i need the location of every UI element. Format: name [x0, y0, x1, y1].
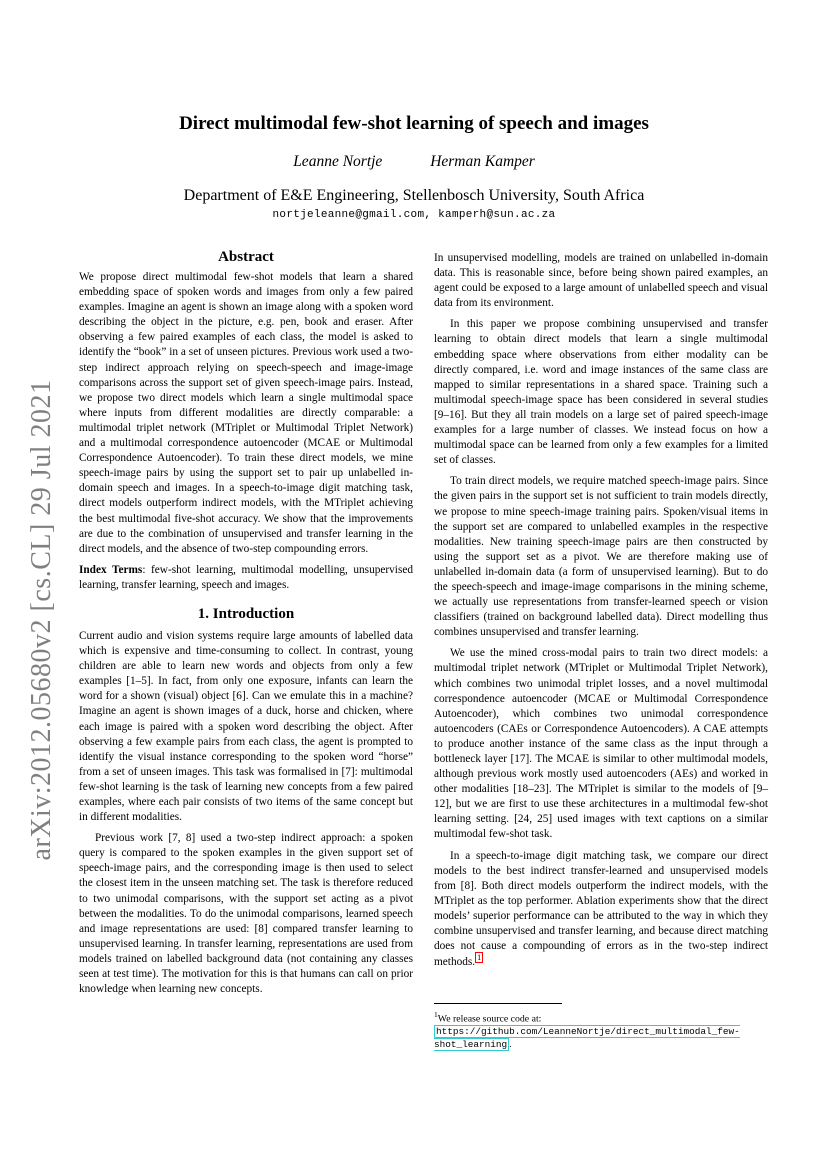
affiliation: Department of E&E Engineering, Stellenbosch University, South Africa — [183, 187, 645, 204]
right-paragraph-1: In unsupervised modelling, models are trained on unlabelled in-domain data. This is reasonable since, before being shown paired examples, an agent could be exposed to a large amount of unlabelled speech and visual data from its environment. — [434, 252, 768, 310]
intro-paragraph-1: Current audio and vision systems require large amounts of labelled data which is expensive and time-consuming to collect. In contrast, young children are able to learn new words and objects from only a few examples [1–5]. In fact, from only one exposure, infants can learn the word for a shown (visual) object [6]. Can we emulate this in a machine? Imagine an agent is shown images of a duck, horse and chicken, where each image is paired with a spoken word describing the object. After observing a few example pairs from each class, the agent is prompted to identify the visual instance corresponding to the spoken word “horse” from a set of unseen images. This task was formalised in [7]: multimodal few-shot learning is the task of learning new concepts from a few paired examples, where each pair consists of two items of the same concept but in different modalities. — [79, 629, 413, 824]
right-paragraph-4: We use the mined cross-modal pairs to train two direct models: a multimodal triplet network (MTriplet or Multimodal Triplet Network), which combines two unimodal triplet losses, and a novel multimodal correspondence autoencoder (MCAE or Multimodal Correspondence Autoencoder), which combines two unimodal correspondence autoencoders (CAEs or Correspondence Autoencoders). A CAE attempts to produce another instance of the same class as the input through a bottleneck layer [17]. The MCAE is similar to other multimodal models, although previous work mostly used autoencoders (AEs) and worked in other modalities [18–23]. The MTriplet is similar to the models of [9–12], but we are first to use these architectures in a multimodal few-shot learning setting. [24, 25] used images with text captions on a similar multimodal few-shot task. — [434, 647, 768, 841]
arxiv-identifier: arXiv:2012.05680v2 [cs.CL] 29 Jul 2021 — [26, 379, 57, 861]
footnote-end: . — [509, 1039, 512, 1051]
left-column — [79, 246, 413, 1003]
index-terms-label: Index Terms — [79, 563, 143, 576]
source-code-link[interactable]: https://github.com/LeanneNortje/direct_multimodal_few-shot_learning — [434, 1026, 740, 1051]
footnote — [434, 1008, 768, 1051]
index-terms — [79, 563, 413, 593]
abstract-text: We propose direct multimodal few-shot models that learn a shared embedding space of spoken words and images from only a few paired examples. Imagine an agent is shown an image along with a spoken word describing the object in the picture, e.g. pen, book and eraser. After observing a few paired examples of each class, the model is asked to identify the “book” in a set of unseen pictures. Previous work used a two-step indirect approach relying on speech-speech and image-image comparisons across the support set of given speech-image pairs. Instead, we propose two direct models which learn a single multimodal space where inputs from different modalities are directly comparable: a multimodal triplet network (MTriplet or Multimodal Triplet Network) and a multimodal correspondence autoencoder (MCAE or Multimodal Correspondence Autoencoder). To train these direct models, we mine speech-image pairs by using the support set to pair up unlabelled in-domain speech and images. In a speech-to-image digit matching task, direct models outperform indirect models, with the MTriplet achieving the best multimodal five-shot accuracy. We show that the improvements are due to the combination of unsupervised and transfer learning in the direct models, and the absence of two-step compounding errors. — [79, 271, 413, 555]
paragraph-5-text: In a speech-to-image digit matching task, we compare our direct models to the best indirect transfer-learned and unsupervised models from [8]. Both direct models outperform the indirect models, with the MTriplet as the top performer. Ablation experiments show that the direct models’ superior performance can be attributed to the way in which they combine unsupervised and transfer learning, and because direct matching does not cause a compounding of errors as in the two-step indirect methods. — [434, 849, 768, 968]
footnote-marker[interactable]: 1 — [477, 953, 482, 963]
introduction-heading: 1. Introduction — [197, 605, 295, 622]
paper-title: Direct multimodal few-shot learning of speech and images — [179, 113, 649, 134]
abstract-heading: Abstract — [218, 249, 274, 265]
intro-paragraph-2: Previous work [7, 8] used a two-step indirect approach: a spoken query is compared to the spoken examples in the given support set of speech-image pairs, and the corresponding image is then used to select the closest item in the unseen matching set. The task is therefore reduced to two unimodal comparisons, with the support set acting as a pivot between the modalities. To do the unimodal comparisons, learned speech and image representations are used: [8] compared transfer learning to unsupervised learning. In transfer learning, representations are used from models trained on labelled background data (not containing any classes seen at test time). The motivation for this is that humans can call on prior knowledge when learning new concepts. — [79, 832, 413, 996]
right-column — [434, 251, 768, 976]
footnote-divider — [434, 1003, 562, 1004]
author-name: Leanne Nortje — [293, 153, 383, 170]
right-paragraph-3: To train direct models, we require matched speech-image pairs. Since the given pairs in the support set is not sufficient to train models directly, we propose to mine speech-image training pairs. Spoken/visual items in the support set are compared to unlabelled examples in the respective modalities. New training speech-image pairs are then constructed by using the support set as a pivot. We are therefore making use of unlabelled in-domain data (a form of unsupervised learning). But to do the speech-speech and image-image comparisons in the mining scheme, we actually use representations from transfer-learned speech or vision classifiers (trained on background labelled data). Direct modelling thus combines unsupervised and transfer learning. — [434, 475, 768, 639]
arxiv-stamp — [22, 370, 62, 870]
footnote-text: We release source code at: — [437, 1013, 542, 1025]
author-list — [0, 153, 828, 171]
right-paragraph-2: In this paper we propose combining unsupervised and transfer learning to obtain direct models that learn a single multimodal embedding space where observations from either modality can be directly compared, i.e. word and image instances of the same class are mapped to similar representations in a shared space. Training such a multimodal speech-image space has been considered in several studies [9–16]. But they all train models on a large set of paired speech-image examples for a large number of classes. We instead focus on how a multimodal space can be learned from only a few examples for a limited set of classes. — [434, 318, 768, 467]
footnote-number: 1 — [434, 1010, 438, 1019]
index-terms-text: : few-shot learning, multimodal modelling, unsupervised learning, transfer learning, speech and images. — [79, 563, 413, 591]
author-emails: nortjeleanne@gmail.com, kamperh@sun.ac.za — [272, 209, 556, 221]
author-name: Herman Kamper — [430, 153, 535, 170]
right-paragraph-5 — [434, 849, 768, 971]
